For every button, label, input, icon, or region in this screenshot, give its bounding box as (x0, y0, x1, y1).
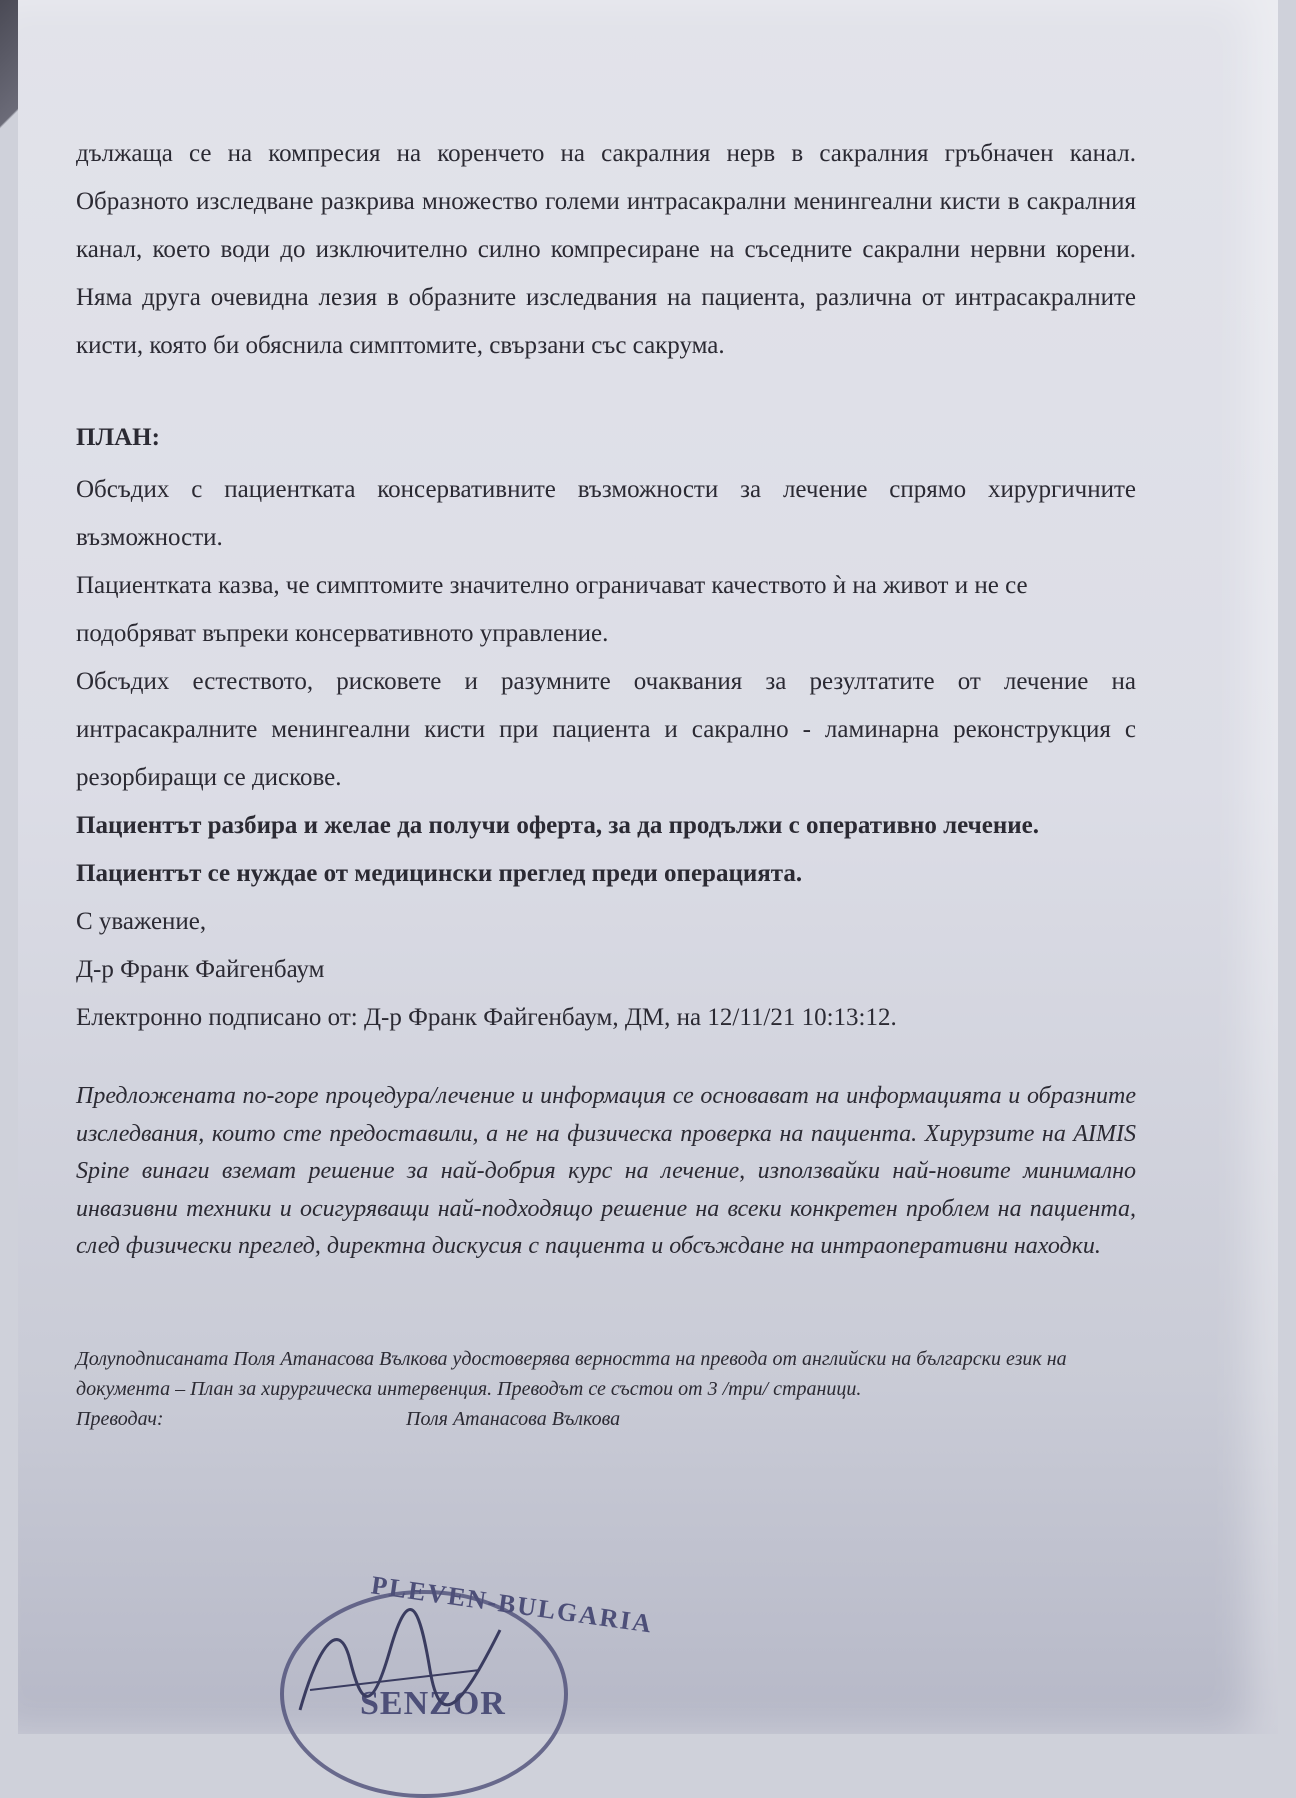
plan-paragraph-bold-2: Пациентът се нуждае от медицински преглед преди операцията. (76, 860, 803, 887)
electronic-signature: Електронно подписано от: Д-р Франк Файгенбаум, ДМ, на 12/11/21 10:13:12. (76, 1004, 897, 1031)
spacer (76, 1042, 1136, 1078)
plan-paragraph-2: Пациентката казва, че симптомите значително ограничават качеството ѝ на живот и не се подобряват въпреки консервативното управление. (76, 572, 1028, 647)
spacer (76, 1266, 1136, 1344)
doctor-name: Д-р Франк Файгенбаум (76, 956, 325, 983)
plan-paragraph-1: Обсъдих с пациентката консервативните възможности за лечение спрямо хирургичните възможности. (76, 476, 1136, 551)
handwritten-signature (280, 1600, 520, 1730)
findings-paragraph: дължаща се на компресия на коренчето на сакралния нерв в сакралния гръбначен канал. Образното изследване разкрива множество големи интрасакрални менингеални кисти в сакралния канал, което води до изключително силно компресиране на съседните сакрални нервни корени. Няма друга очевидна лезия в образните изследвания на пациента, различна от интрасакралните кисти, която би обяснила симптомите, свързани със сакрума. (76, 140, 1136, 359)
translation-certification: Долуподписаната Поля Атанасова Вълкова удостоверява верността на превода от английски на български език на документа – План за хирургическа интервенция. Преводът се състои от 3 /три/ страници. (76, 1347, 1067, 1400)
stamp-brand-text: SENZOR (360, 1685, 506, 1722)
document-content (76, 130, 1136, 1434)
disclaimer-paragraph: Предложената по-горе процедура/лечение и информация се основават на информацията и образните изследвания, които сте предоставили, а не на физическа проверка на пациента. Хирурзите на AIMIS Spine винаги вземат решение за най-добрия курс на лечение, използвайки най-новите минимално инвазивни техники и осигуряващи най-подходящо решение на всеки конкретен проблем на пациента, след физически преглед, директна дискусия с пациента и обсъждане на интраоперативни находки. (76, 1083, 1136, 1259)
document-page (18, 0, 1278, 1734)
plan-paragraph-3: Обсъдих естеството, рисковете и разумните очаквания за резултатите от лечение на интрасакралните менингеални кисти при пациента и сакрално - ламинарна реконструкция с резорбиращи се дискове. (76, 668, 1136, 791)
plan-paragraph-bold-1: Пациентът разбира и желае да получи оферта, за да продължи с оперативно лечение. (76, 812, 1039, 839)
translator-row (76, 1404, 1136, 1434)
plan-heading: ПЛАН: (76, 424, 160, 451)
stamp-ring-text: PLEVEN-BULGARIA (369, 1570, 655, 1639)
translator-name: Поля Атанасова Вълкова (406, 1407, 621, 1430)
translator-label: Преводач: (76, 1407, 164, 1430)
closing-regards: С уважение, (76, 908, 207, 935)
